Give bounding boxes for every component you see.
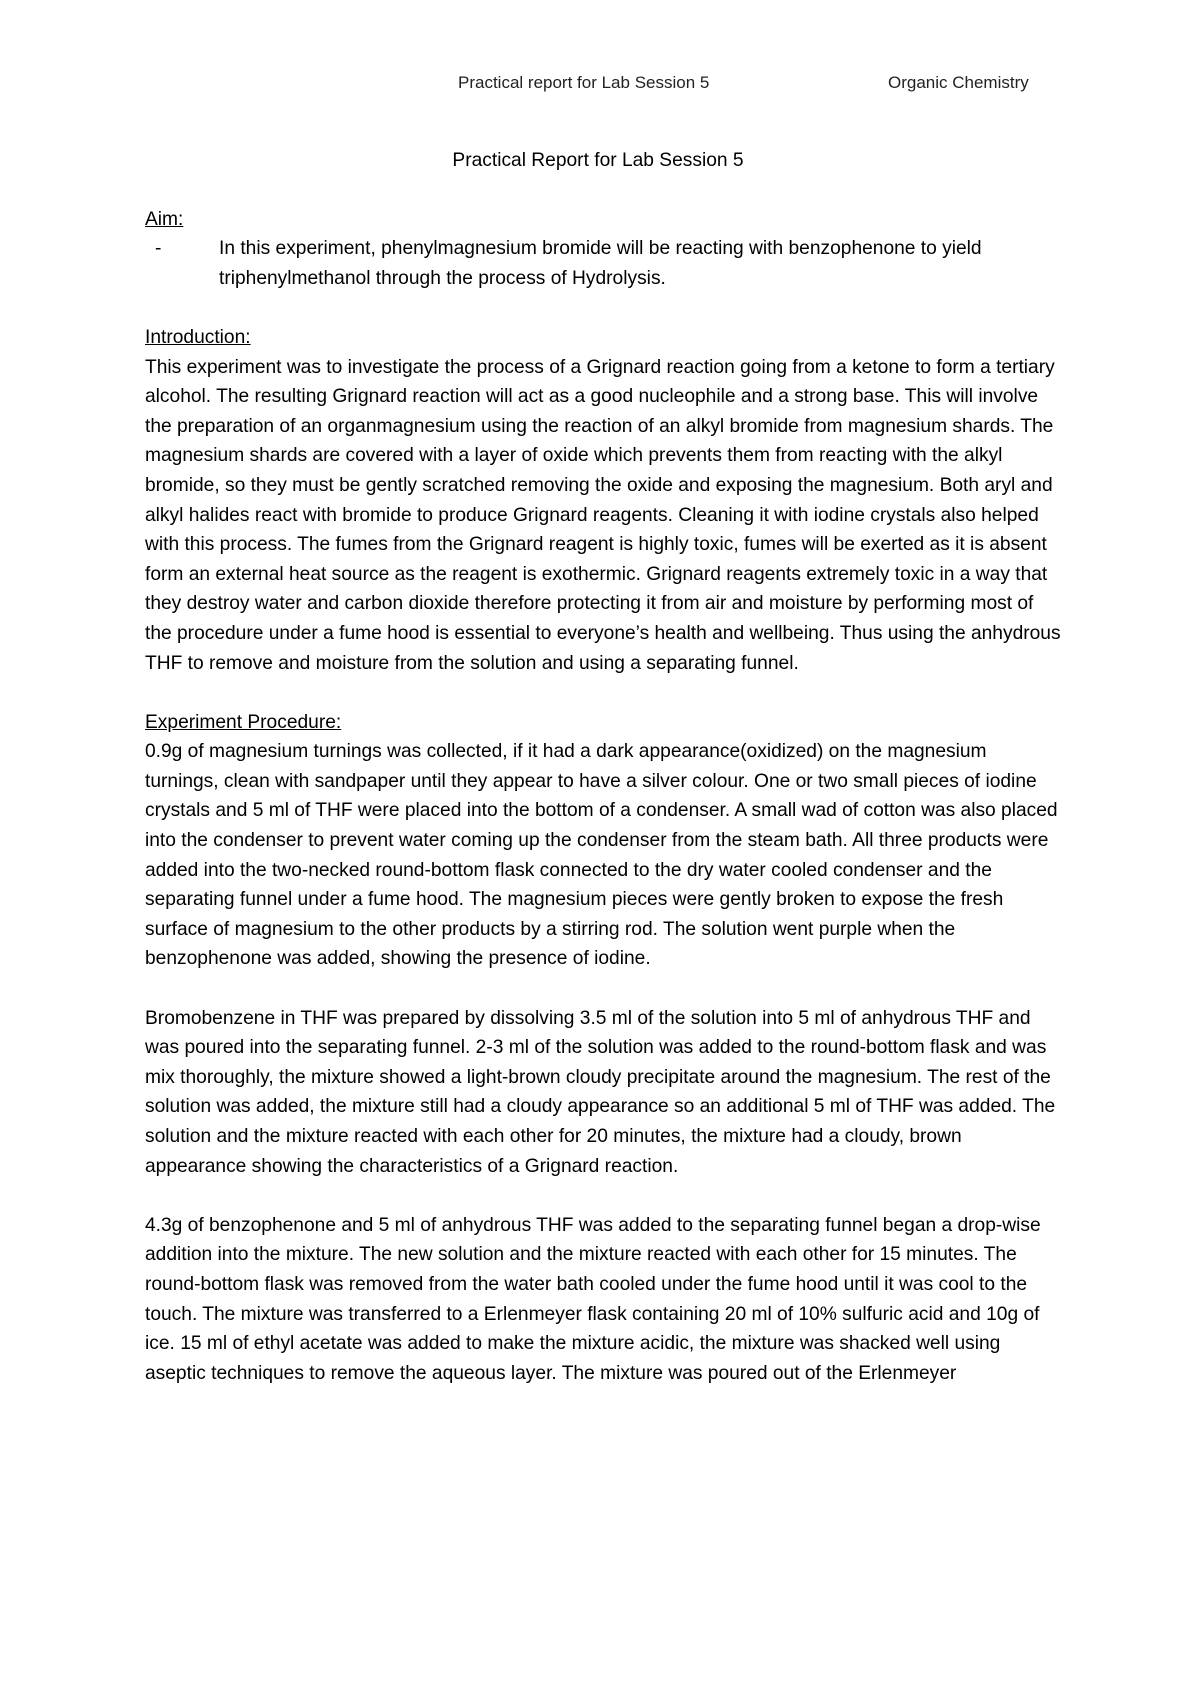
procedure-paragraph-3: 4.3g of benzophenone and 5 ml of anhydrous THF was added to the separating funnel began a drop-wise addition into the mixture. The new solution and the mixture reacted with each other for 15 minutes. The round-bottom flask was removed from the water bath cooled under the fume hood until it was cool to the touch. The mixture was transferred to a Erlenmeyer flask containing 20 ml of 10% sulfuric acid and 10g of ice. 15 ml of ethyl acetate was added to make the mixture acidic, the mixture was shacked well using aseptic techniques to remove the aqueous layer. The mixture was poured out of the Erlenmeyer (145, 1214, 1041, 1384)
procedure-paragraph-1: 0.9g of magnesium turnings was collected, if it had a dark appearance(oxidized) on the magnesium turnings, clean with sandpaper until they appear to have a silver colour. One or two small pieces of iodine crystals and 5 ml of THF were placed into the bottom of a condenser. A small wad of cotton was also placed into the condenser to prevent water coming up the condenser from the steam bath. All three products were added into the two-necked round-bottom flask connected to the dry water cooled condenser and the separating funnel under a fume hood. The magnesium pieces were gently broken to expose the fresh surface of magnesium to the other products by a stirring rod. The solution went purple when the benzophenone was added, showing the presence of iodine. (145, 741, 1058, 970)
procedure-heading: Experiment Procedure: (145, 711, 342, 733)
header-report-title: Practical report for Lab Session 5 (458, 73, 710, 92)
document-title: Practical Report for Lab Session 5 (452, 150, 744, 171)
aim-heading: Aim: (145, 208, 184, 230)
introduction-paragraph: This experiment was to investigate the process of a Grignard reaction going from a ketone to form a tertiary alcohol. The resulting Grignard reaction will act as a good nucleophile and a strong base. This will involve the preparation of an organmagnesium using the reaction of an alkyl bromide from magnesium shards. The magnesium shards are covered with a layer of oxide which prevents them from reacting with the alkyl bromide, so they must be gently scratched removing the oxide and exposing the magnesium. Both aryl and alkyl halides react with bromide to produce Grignard reagents. Cleaning it with iodine crystals also helped with this process. The fumes from the Grignard reagent is highly toxic, fumes will be exerted as it is absent form an external heat source as the reagent is exothermic. Grignard reagents extremely toxic in a way that they destroy water and carbon dioxide therefore protecting it from air and moisture by performing most of the procedure under a fume hood is essential to everyone’s health and wellbeing. Thus using the anhydrous THF to remove and moisture from the solution and using a separating funnel. (145, 356, 1061, 674)
document-body (145, 146, 1065, 1418)
header-subject: Organic Chemistry (888, 73, 1029, 92)
aim-text: In this experiment, phenylmagnesium bromide will be reacting with benzophenone to yield triphenylmethanol through the process of Hydrolysis. (219, 238, 982, 289)
procedure-paragraph-2: Bromobenzene in THF was prepared by dissolving 3.5 ml of the solution into 5 ml of anhydrous THF and was poured into the separating funnel. 2-3 ml of the solution was added to the round-bottom flask and was mix thoroughly, the mixture showed a light-brown cloudy precipitate around the magnesium. The rest of the solution was added, the mixture still had a cloudy appearance so an additional 5 ml of THF was added. The solution and the mixture reacted with each other for 20 minutes, the mixture had a cloudy, brown appearance showing the characteristics of a Grignard reaction. (145, 1007, 1056, 1177)
aim-list (145, 234, 1065, 293)
page-header (0, 73, 1200, 99)
bullet-dash: - (155, 238, 162, 260)
introduction-heading: Introduction: (145, 326, 251, 348)
aim-list-item (145, 234, 1065, 293)
